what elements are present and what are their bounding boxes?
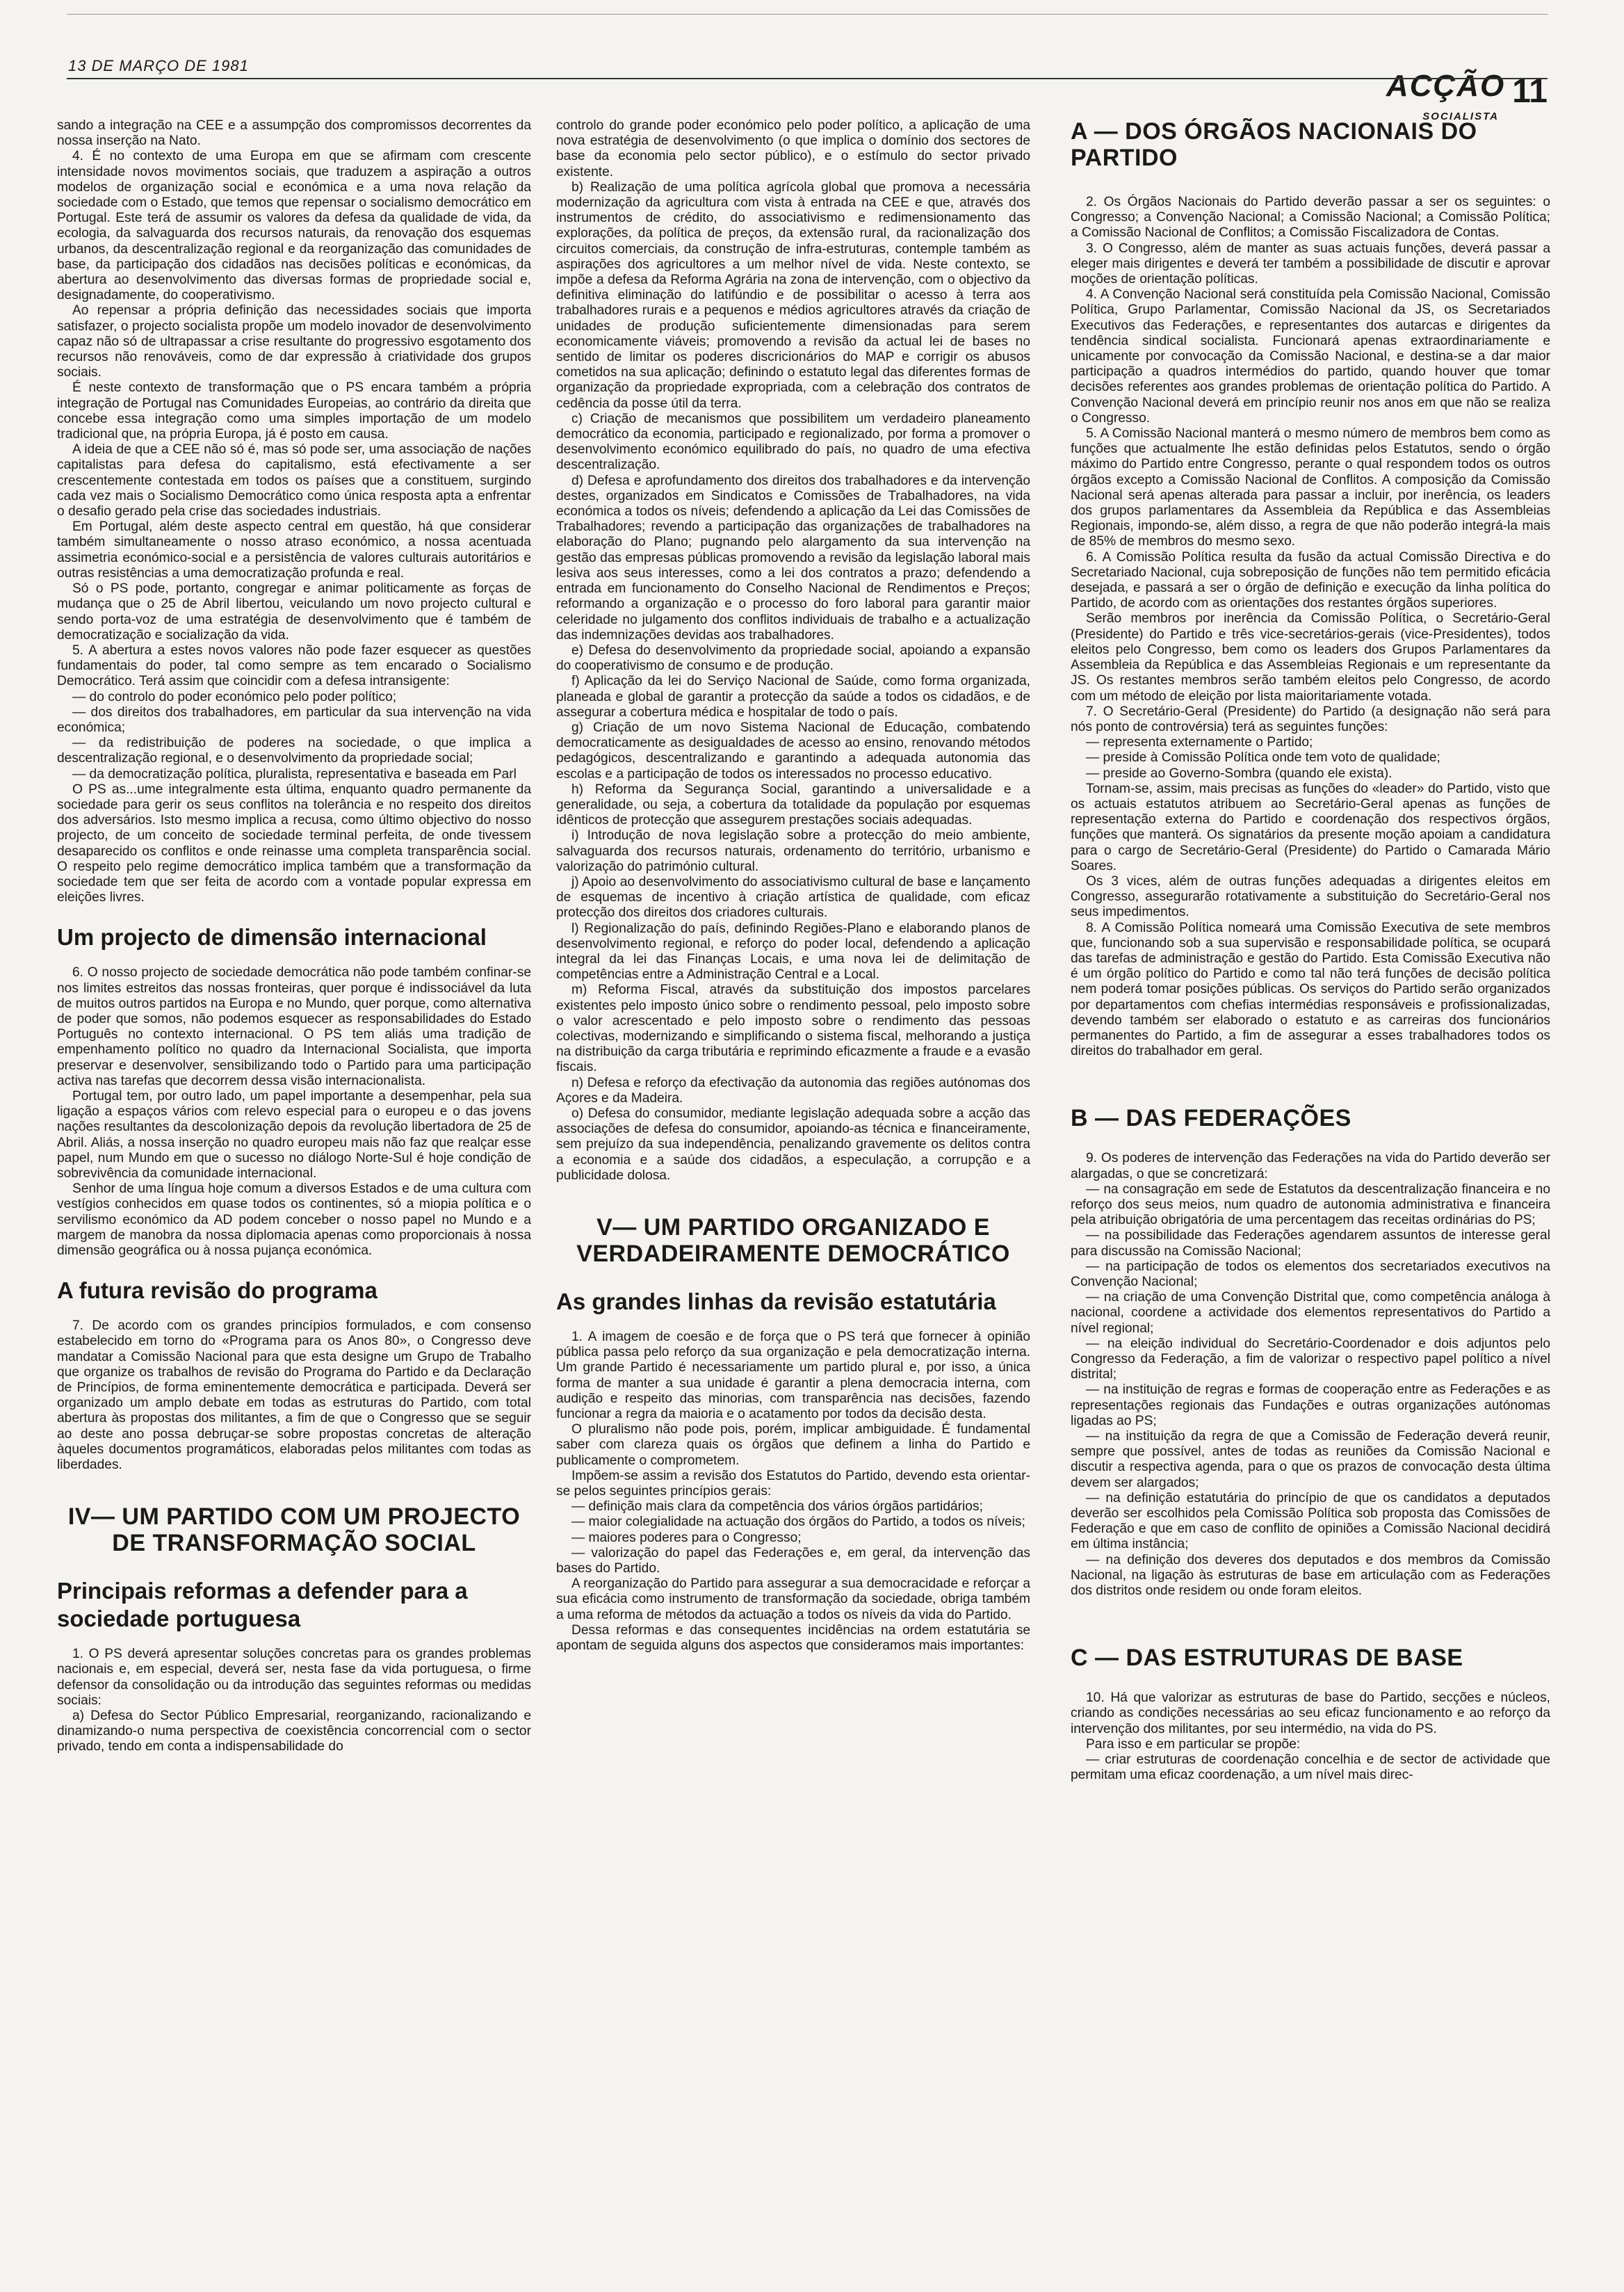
paragraph: Senhor de uma língua hoje comum a diversos Estados e de uma cultura com vestígios conhecidos em quase todos os continentes, só a miopia política e o servilismo económico da AD podem conceber o nosso papel no Mundo e a margem de manobra da nossa diplomacia apenas como proporcionais à nossa dimensão geográfica ou à nossa pujança económica. <box>57 1181 531 1259</box>
column-2 <box>556 118 1030 2236</box>
subsection-heading: Um projecto de dimensão internacional <box>57 924 487 951</box>
paragraph: — preside ao Governo-Sombra (quando ele exista). <box>1086 766 1392 781</box>
paragraph: 4. A Convenção Nacional será constituída pela Comissão Nacional, Comissão Política, Grupo Parlamentar, Comissão Nacional da JS, os Secretariados Executivos das Federações, e representantes dos autarcas e dirigentes da tendência sindical socialista. Funcionará apenas extraordinariamente e unicamente por convocação da Comissão Nacional, e destina-se a dar maior participação a quadros intermédios do partido, quando houver que tomar decisões referentes aos grandes problemas de orientação política do Partido. A Convenção Nacional deverá em princípio reunir nos anos em que não se realiza o Congresso. <box>1071 287 1550 426</box>
paragraph: Em Portugal, além deste aspecto central em questão, há que considerar também simultaneamente o nosso atraso económico, a nossa acentuada assimetria económico-social e a persistência de valores culturais autoritários e outras resistências a uma democratização profunda e real. <box>57 519 531 581</box>
paragraph: f) Aplicação da lei do Serviço Nacional de Saúde, como forma organizada, planeada e global de garantir a protecção da saúde a todos os cidadãos, e de assegurar a cobertura médica e hospitalar de todo o país. <box>556 674 1030 720</box>
paragraph: Serão membros por inerência da Comissão Política, o Secretário-Geral (Presidente) do Partido e três vice-secretários-gerais (vice-Presidentes), todos eleitos pelo Congresso, bem como os leaders dos Grupos Parlamentares da Assembleia da República e das Assembleias Regionais e um representante da JS. Os restantes membros serão também eleitos pelo Congresso, de acordo com um método de eleição por lista maioritariamente votada. <box>1071 611 1550 704</box>
paragraph: A ideia de que a CEE não só é, mas só pode ser, uma associação de nações capitalistas para defesa do capitalismo, está efectivamente a ser crescentemente contestada em todos os países que a constituem, surgindo cada vez mais o Socialismo Democrático como única resposta apta a enfrentar o desafio gerado pela crise das sociedades industriais. <box>57 442 531 519</box>
section-heading: IV— UM PARTIDO COM UM PROJECTO DE TRANSFORMAÇÃO SOCIAL <box>67 1503 521 1557</box>
paragraph: 7. De acordo com os grandes princípios formulados, e com consenso estabelecido em torno do «Programa para os Anos 80», o Congresso deve mandatar a Comissão Nacional para que esta designe um Grupo de Trabalho que organize os trabalhos de revisão do Programa do Partido e da Declaração de Princípios, de forma eminentemente democrática e participada. Deverá ser organizado um amplo debate em todas as estruturas do Partido, com total abertura às propostas dos militantes, a fim de que o Congresso que se seguir ao deste ano possa debruçar-se sobre propostas concretas de alteração àqueles documentos programáticos, elaboradas pelos militantes com todas as liberdades. <box>57 1318 531 1473</box>
paragraph: l) Regionalização do país, definindo Regiões-Plano e elaborando planos de desenvolvimento regional, e reforço do poder local, defendendo a aplicação integral da lei das Finanças Locais, e uma nova lei de delimitação de competências entre a Administração Central e a Local. <box>556 921 1030 983</box>
paragraph: — maior colegialidade na actuação dos órgãos do Partido, a todos os níveis; <box>571 1515 1025 1530</box>
paragraph: e) Defesa do desenvolvimento da propriedade social, apoiando a expansão do cooperativismo de consumo e de produção. <box>556 643 1030 674</box>
paragraph: 8. A Comissão Política nomeará uma Comissão Executiva de sete membros que, funcionando sob a sua supervisão e responsabilidade política, se ocupará das tarefas de administração e gestão do Partido. Esta Comissão Executiva não é um órgão político do Partido e como tal não terá funções de decisão política nem poderá tomar posições públicas. Os serviços do Partido serão organizados por departamentos com chefias intermédias responsáveis e profissionalizadas, devendo também ser elaborado o estatuto e as carreiras dos funcionários permanentes do Partido, a fim de assegurar a esses trabalhadores todos os direitos do trabalhador em geral. <box>1071 920 1550 1059</box>
paragraph: — da redistribuição de poderes na sociedade, o que implica a descentralização regional, e o desenvolvimento da propriedade social; <box>57 736 531 766</box>
paragraph: d) Defesa e aprofundamento dos direitos dos trabalhadores e da intervenção destes, organizados em Sindicatos e Comissões de Trabalhadores, na vida económica a todos os níveis; defendendo a aplicação da Lei das Comissões de Trabalhadores; revendo a participação das organizações de trabalhadores na elaboração do Plano; pugnando pelo alargamento da sua intervenção na gestão das empresas públicas promovendo a revisão da legislação laboral mais lesiva aos seus interesses, como a lei dos contratos a prazo; defendendo a entrada em funcionamento do Conselho Nacional de Rendimentos e Preços; reformando a organização e o processo do foro laboral para garantir maior celeridade no julgamento dos conflitos individuais de trabalho e a actualização das indemnizações devidas aos trabalhadores. <box>556 473 1030 643</box>
paragraph: — na consagração em sede de Estatutos da descentralização financeira e no reforço dos seus meios, num quadro de autonomia administrativa e financeira pela atribuição obrigatória de uma percentagem das receitas ordinárias do PS; <box>1071 1181 1550 1228</box>
masthead-subtitle: SOCIALISTA <box>1422 111 1499 122</box>
paragraph: — valorização do papel das Federações e, em geral, da intervenção das bases do Partido. <box>556 1545 1030 1576</box>
paragraph: O pluralismo não pode pois, porém, implicar ambiguidade. É fundamental saber com clareza quais os órgãos que definem a linha do Partido e publicamente o comprometem. <box>556 1422 1030 1468</box>
paragraph: c) Criação de mecanismos que possibilitem um verdadeiro planeamento democrático da economia, participado e regionalizado, por forma a promover o desenvolvimento económico equilibrado do país, no quadro de uma efectiva descentralização. <box>556 411 1030 473</box>
paragraph: — representa externamente o Partido; <box>1086 735 1313 750</box>
paragraph: — na possibilidade das Federações agendarem assuntos de interesse geral para discussão na Comissão Nacional; <box>1071 1228 1550 1259</box>
paragraph: — na criação de uma Convenção Distrital que, como competência análoga à nacional, coordene a actividade dos elementos representativos do Partido a nível regional; <box>1071 1290 1550 1336</box>
top-edge-rule <box>67 14 1548 15</box>
paragraph: controlo do grande poder económico pelo poder político, a aplicação de uma nova estratégia de desenvolvimento (o que implica o domínio dos sectores de base da economia pelo sector público), e o estímulo do sector privado existente. <box>556 118 1030 179</box>
header-rule <box>67 78 1548 79</box>
subsection-heading: As grandes linhas da revisão estatutária <box>556 1289 996 1315</box>
section-heading: A — DOS ÓRGÃOS NACIONAIS DO PARTIDO <box>1071 118 1477 171</box>
masthead-logo: ACÇÃO <box>1386 69 1506 103</box>
paragraph: Impõem-se assim a revisão dos Estatutos do Partido, devendo esta orientar-se pelos seguintes princípios gerais: <box>556 1468 1030 1499</box>
paragraph: 4. É no contexto de uma Europa em que se afirmam com crescente intensidade novos movimentos sociais, que traduzem a aspiração a outros modelos de organização social e económica e a uma nova relação da sociedade com o Estado, que temos que repensar o socialismo democrático em Portugal. Este terá de assumir os valores da defesa da qualidade de vida, da ecologia, da salvaguarda dos recursos naturais, da renovação dos esquemas urbanos, da descentralização regional e da reorganização das comunidades de base, da participação dos cidadãos nas decisões políticas e económicas, da abertura ao desenvolvimento das diversas formas de propriedade social e, designadamente, do cooperativismo. <box>57 149 531 303</box>
paragraph: — na participação de todos os elementos dos secretariados executivos na Convenção Nacional; <box>1071 1259 1550 1289</box>
section-heading: B — DAS FEDERAÇÕES <box>1071 1105 1351 1132</box>
paragraph: 1. O PS deverá apresentar soluções concretas para os grandes problemas nacionais e, em especial, deverá ser, nesta fase da vida portuguesa, o firme defensor da consolidação ou da introdução das seguintes reformas ou medidas sociais: <box>57 1647 531 1708</box>
paragraph: Tornam-se, assim, mais precisas as funções do «leader» do Partido, visto que os actuais estatutos atribuem ao Secretário-Geral apenas as funções de representação externa do Partido e coordenação dos respectivos órgãos, funções que manterá. Os signatários da presente moção apoiam a candidatura para o cargo de Secretário-Geral (Presidente) do Partido o Camarada Mário Soares. <box>1071 781 1550 873</box>
paragraph: sando a integração na CEE e a assumpção dos compromissos decorrentes da nossa inserção na Nato. <box>57 118 531 149</box>
section-heading: C — DAS ESTRUTURAS DE BASE <box>1071 1645 1463 1672</box>
paragraph: 9. Os poderes de intervenção das Federações na vida do Partido deverão ser alargadas, o que se concretizará: <box>1071 1151 1550 1181</box>
paragraph: o) Defesa do consumidor, mediante legislação adequada sobre a acção das associações de defesa do consumidor, apoiando-as técnica e financeiramente, sem prejuízo da sua independência, penalizando gravemente os delitos contra a economia e a saúde dos cidadãos, a especulação, a corrupção e a publicidade dolosa. <box>556 1106 1030 1183</box>
paragraph: i) Introdução de nova legislação sobre a protecção do meio ambiente, salvaguarda dos recursos naturais, ordenamento do território, urbanismo e valorização do património cultural. <box>556 828 1030 874</box>
paragraph: É neste contexto de transformação que o PS encara também a própria integração de Portugal nas Comunidades Europeias, ao contrário da direita que concebe essa integração como uma simples importação de um modelo tradicional que, na própria Europa, já é posto em causa. <box>57 380 531 442</box>
paragraph: a) Defesa do Sector Público Empresarial, reorganizando, racionalizando e dinamizando-o numa perspectiva de coexistência concorrencial com o sector privado, tendo em conta a indispensabilidade do <box>57 1709 531 1754</box>
paragraph: — na definição dos deveres dos deputados e dos membros da Comissão Nacional, na ligação às estruturas de base em articulação com as Federações dos distritos onde residem ou onde foram eleitos. <box>1071 1552 1550 1599</box>
paragraph: h) Reforma da Segurança Social, garantindo a universalidade e a generalidade, ou seja, a cobertura da totalidade da população por esquemas idênticos de protecção que assegurem prestações sociais adequadas. <box>556 782 1030 828</box>
paragraph: 6. O nosso projecto de sociedade democrática não pode também confinar-se nos limites estreitos das nossas fronteiras, quer porque é indissociável da luta de muitos outros partidos na Europa e no Mundo, quer porque, como alternativa de poder que somos, não podemos esquecer as responsabilidades do Estado Português no contexto internacional. O PS tem aliás uma tradição de empenhamento político no quadro da Internacional Socialista, que importa preservar e desenvolver, sensibilizando todo o Partido para uma participação activa nas tarefas que decorrem dessa visão internacionalista. <box>57 965 531 1088</box>
paragraph: — preside à Comissão Política onde tem voto de qualidade; <box>1086 750 1440 766</box>
paragraph: g) Criação de um novo Sistema Nacional de Educação, combatendo democraticamente as desigualdades de acesso ao ensino, renovando métodos pedagógicos, descentralizando e garantindo a adequada autonomia das escolas e a participação de todos os interessados no processo educativo. <box>556 720 1030 782</box>
paragraph: Só o PS pode, portanto, congregar e animar politicamente as forças de mudança que o 25 de Abril libertou, veiculando um novo projecto cultural e sendo porta-voz de uma estratégia de desenvolvimento que é também de democratização e socialização da vida. <box>57 581 531 643</box>
paragraph: — na definição estatutária do princípio de que os candidatos a deputados deverão ser escolhidos pela Comissão Política sob proposta das Comissões de Federação e que em caso de conflito de opiniões a Comissão Nacional decidirá em última instância; <box>1071 1490 1550 1552</box>
paragraph: — do controlo do poder económico pelo poder político; <box>72 689 397 704</box>
section-heading: V— UM PARTIDO ORGANIZADO E VERDADEIRAMENTE DEMOCRÁTICO <box>576 1214 1010 1268</box>
subsection-heading: Principais reformas a defender para a sociedade portuguesa <box>57 1578 468 1632</box>
page-number: 11 <box>1512 73 1548 110</box>
paragraph: — dos direitos dos trabalhadores, em particular da sua intervenção na vida económica; <box>57 704 531 735</box>
paragraph: 2. Os Órgãos Nacionais do Partido deverão passar a ser os seguintes: o Congresso; a Convenção Nacional; a Comissão Nacional; a Comissão Política; a Comissão Nacional de Conflitos; a Comissão Fiscalizadora de Contas. <box>1071 195 1550 241</box>
paragraph: b) Realização de uma política agrícola global que promova a necessária modernização da agricultura com vista à entrada na CEE e que, através dos instrumentos de crédito, do associativismo e redimensionamento das explorações, da política de preços, da extensão rural, da racionalização dos circuitos comerciais, da construção de infra-estruturas, contemple também as aspirações dos agricultores a um melhor nível de vida. Neste contexto, se impõe a defesa da Reforma Agrária na zona de intervenção, com o objectivo da definitiva eliminação do latifúndio e de possibilitar o acesso à terra aos trabalhadores rurais e a pequenos e médios agricultores através da criação de unidades de produção suficientemente dimensionadas para serem economicamente viáveis; promovendo a revisão da actual lei de bases no sentido de limitar os poderes discricionários do MAP e corrigir os abusos cometidos na sua aplicação; definindo o estatuto legal das diferentes formas de organização da propriedade expropriada, com a celebração dos contratos de cedência da posse útil da terra. <box>556 179 1030 411</box>
paragraph: Os 3 vices, além de outras funções adequadas a dirigentes eleitos em Congresso, assegurarão rotativamente a substituição do Secretário-Geral nos seus impedimentos. <box>1071 873 1550 920</box>
paragraph: Dessa reformas e das consequentes incidências na ordem estatutária se apontam de seguida alguns dos aspectos que consideramos mais importantes: <box>556 1622 1030 1654</box>
issue-date: 13 DE MARÇO DE 1981 <box>68 57 249 74</box>
paragraph: n) Defesa e reforço da efectivação da autonomia das regiões autónomas dos Açores e da Madeira. <box>556 1075 1030 1106</box>
masthead <box>1386 69 1548 122</box>
paragraph: 5. A abertura a estes novos valores não pode fazer esquecer as questões fundamentais do poder, tal como sempre as tem encarado o Socialismo Democrático. Terá assim que coincidir com a defesa intransigente: <box>57 643 531 689</box>
paragraph: 10. Há que valorizar as estruturas de base do Partido, secções e núcleos, criando as condições necessárias ao seu eficaz funcionamento e ao reforço da intervenção dos militantes, por seu intermédio, na vida do PS. <box>1071 1690 1550 1736</box>
paragraph: 3. O Congresso, além de manter as suas actuais funções, deverá passar a eleger mais dirigentes e deverá ter também a possibilidade de discutir e aprovar moções de orientação políticas. <box>1071 241 1550 287</box>
paragraph: — na instituição da regra de que a Comissão de Federação deverá reunir, sempre que possível, antes de todas as reuniões da Comissão Nacional e discutir a respectiva agenda, para o que os prazos de convocação desta última devem ser alargados; <box>1071 1429 1550 1490</box>
paragraph: 1. A imagem de coesão e de força que o PS terá que fornecer à opinião pública passa pelo reforço da sua organização e pela democratização interna. Um grande Partido é necessariamente um partido plural e, por isso, a única forma de manter a sua unidade é garantir a plena democracia interna, com audição e respeito das minorias, com transparência nas decisões, fazendo funcionar a regra da maioria e o acatamento por todos da decisão desta. <box>556 1330 1030 1422</box>
paragraph: Ao repensar a própria definição das necessidades sociais que importa satisfazer, o projecto socialista propõe um modelo inovador de desenvolvimento capaz não só de ultrapassar a crise resultante do progressivo esgotamento dos recursos não renováveis, como de dar expressão à criatividade dos grupos sociais. <box>57 303 531 380</box>
paragraph: — criar estruturas de coordenação concelhia e de sector de actividade que permitam uma eficaz coordenação, a um nível mais direc- <box>1071 1752 1550 1783</box>
paragraph: Portugal tem, por outro lado, um papel importante a desempenhar, pela sua ligação a espaços vários com relevo especial para o europeu e o das jovens nações resultantes da descolonização depois da revolução libertadora de 25 de Abril. Aliás, a nossa inserção no quadro europeu mais não faz que realçar esse papel, num Mundo em que o sucesso no diálogo Norte-Sul é hoje condição de sobrevivência da comunidade internacional. <box>57 1088 531 1181</box>
subsection-heading: A futura revisão do programa <box>57 1277 377 1304</box>
paragraph: — da democratização política, pluralista, representativa e baseada em Parl <box>72 766 517 782</box>
paragraph: O PS as...ume integralmente esta última, enquanto quadro permanente da sociedade para gerir os seus conflitos na tolerância e no respeito dos direitos dos adversários. Isto mesmo implica a recusa, como último objectivo do nosso projecto, de um conceito de sociedade terminal perfeita, de onde tivessem desaparecido os conflitos e onde reinasse uma completa transparência social. O respeito pelo regime democrático implica também que a transformação da sociedade tem que ser feita de acordo com a vontade popular expressa em eleições livres. <box>57 782 531 905</box>
paragraph: — na instituição de regras e formas de cooperação entre as Federações e as representações regionais das Fundações e outras organizações autónomas ligadas ao PS; <box>1071 1382 1550 1428</box>
paragraph: — definição mais clara da competência dos vários órgãos partidários; <box>571 1499 983 1515</box>
column-3 <box>1071 118 1550 2236</box>
paragraph: A reorganização do Partido para assegurar a sua democracidade e reforçar a sua eficácia como instrumento de transformação da sociedade, obriga também a uma reforma de métodos da actuação a todos os níveis da vida do Partido. <box>556 1576 1030 1622</box>
paragraph: — na eleição individual do Secretário-Coordenador e dois adjuntos pelo Congresso da Federação, a fim de valorizar o respectivo papel político a nível distrital; <box>1071 1336 1550 1382</box>
paragraph: m) Reforma Fiscal, através da substituição dos impostos parcelares existentes pelo imposto único sobre o rendimento pessoal, pelo imposto sobre o valor acrescentado e pelo imposto sobre o rendimento das pessoas colectivas, modernizando e simplificando o sistema fiscal, melhorando a justiça na distribuição da carga tributária e reprimindo eficazmente a fraude e a evasão fiscais. <box>556 983 1030 1075</box>
paragraph: Para isso e em particular se propõe: <box>1086 1736 1301 1752</box>
paragraph: 7. O Secretário-Geral (Presidente) do Partido (a designação não será para nós ponto de controvérsia) terá as seguintes funções: <box>1071 704 1550 734</box>
paragraph: 5. A Comissão Nacional manterá o mesmo número de membros bem como as funções que actualmente lhe estão definidas pelos Estatutos, sendo o órgão máximo do Partido entre Congresso, perante o qual respondem todos os outros órgãos excepto a Comissão Nacional de Conflitos. A composição da Comissão Nacional será apenas alterada para passar a incluir, por inerência, os leaders dos grupos parlamentares da Assembleia da República e das Assembleias Regionais, impondo-se, além disso, a regra de que não poderão integrá-la mais de 85% de membros do mesmo sexo. <box>1071 426 1550 549</box>
paragraph: — maiores poderes para o Congresso; <box>571 1530 802 1545</box>
paragraph: 6. A Comissão Política resulta da fusão da actual Comissão Directiva e do Secretariado Nacional, cuja sobreposição de funções não tem permitido eficácia desejada, e passará a ser o órgão de definição e execução da linha política do Partido, de acordo com as orientações dos restantes órgãos superiores. <box>1071 549 1550 611</box>
paragraph: j) Apoio ao desenvolvimento do associativismo cultural de base e lançamento de esquemas de incentivo à criação artística de qualidade, com eficaz protecção dos direitos dos criadores culturais. <box>556 874 1030 921</box>
column-1 <box>57 118 531 2236</box>
